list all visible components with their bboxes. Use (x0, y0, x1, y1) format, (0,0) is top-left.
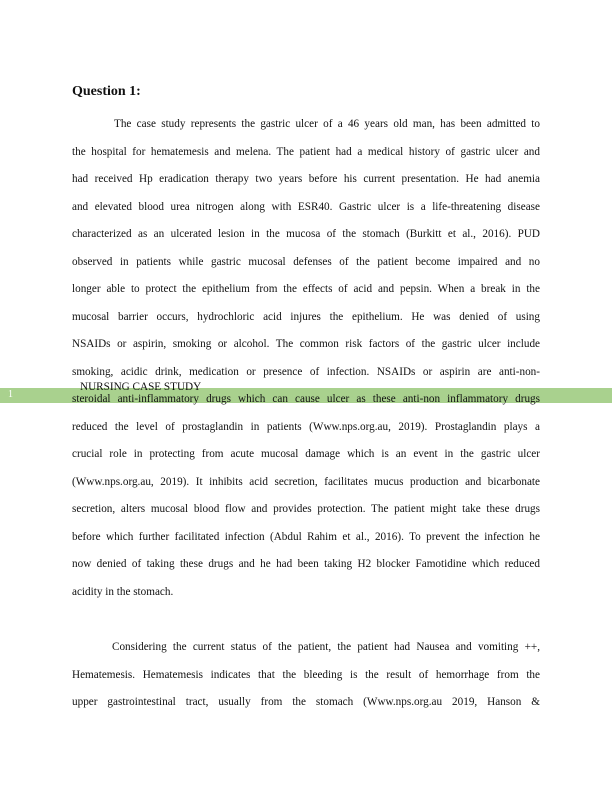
paragraph-line: and elevated blood urea nitrogen along with ESR40. Gastric ulcer is a life-threatening disease (72, 201, 540, 213)
paragraph-line: crucial role in protecting from acute mucosal damage which is an event in the gastric ulcer (72, 448, 540, 460)
paragraph-line: Considering the current status of the patient, the patient had Nausea and vomiting ++, (112, 641, 540, 653)
paragraph-line: had received Hp eradication therapy two years before his current presentation. He had anemia (72, 173, 540, 185)
paragraph-line: reduced the level of prostaglandin in patients (Www.nps.org.au, 2019). Prostaglandin plays a (72, 421, 540, 433)
paragraph-line: (Www.nps.org.au, 2019). It inhibits acid secretion, facilitates mucus production and bicarbonate (72, 476, 540, 488)
paragraph-line: now denied of taking these drugs and he had been taking H2 blocker Famotidine which reduced (72, 558, 540, 570)
paragraph-line: before which further facilitated infection (Abdul Rahim et al., 2016). To prevent the infection he (72, 531, 540, 543)
paragraph-line: longer able to protect the epithelium from the effects of acid and pepsin. When a break in the (72, 283, 540, 295)
paragraph-line: Hematemesis. Hematemesis indicates that the bleeding is the result of hemorrhage from the (72, 669, 540, 681)
question-heading: Question 1: (72, 84, 141, 99)
paragraph-line: the hospital for hematemesis and melena. The patient had a medical history of gastric ulcer and (72, 146, 540, 158)
paragraph-line: mucosal barrier occurs, hydrochloric acid injures the epithelium. He was denied of using (72, 311, 540, 323)
page-number: 1 (8, 389, 13, 400)
paragraph-line: secretion, alters mucosal blood flow and provides protection. The patient might take these drugs (72, 503, 540, 515)
paragraph-line: steroidal anti-inflammatory drugs which can cause ulcer as these anti-non inflammatory drugs (72, 393, 540, 405)
paragraph-line: smoking, acidic drink, medication or presence of infection. NSAIDs or aspirin are anti-non- (72, 366, 540, 378)
paragraph-line: The case study represents the gastric ulcer of a 46 years old man, has been admitted to (114, 118, 540, 130)
paragraph-line: characterized as an ulcerated lesion in the mucosa of the stomach (Burkitt et al., 2016). PUD (72, 228, 540, 240)
paragraph-line: observed in patients while gastric mucosal defenses of the patient become impaired and no (72, 256, 540, 268)
running-head: NURSING CASE STUDY (80, 381, 202, 393)
paragraph-line: upper gastrointestinal tract, usually from the stomach (Www.nps.org.au 2019, Hanson & (72, 696, 540, 708)
paragraph-line: NSAIDs or aspirin, smoking or alcohol. The common risk factors of the gastric ulcer include (72, 338, 540, 350)
paragraph-line: acidity in the stomach. (72, 586, 174, 598)
